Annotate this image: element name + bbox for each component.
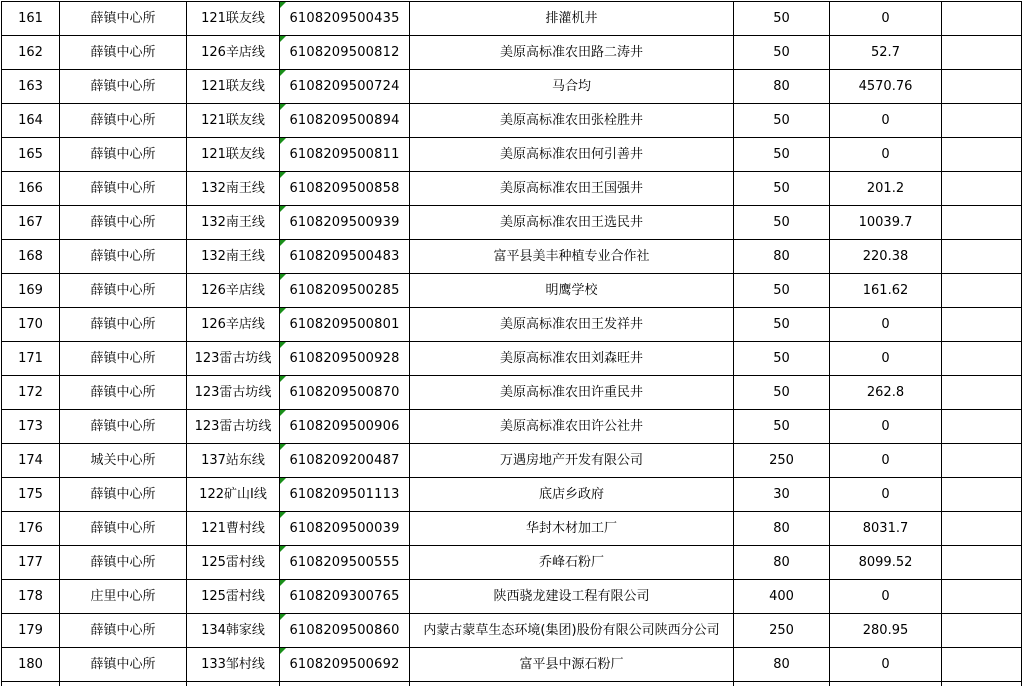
capacity-cell[interactable]: 50 [734,138,830,172]
table-row [2,546,1022,580]
station-cell[interactable]: 薛镇中心所 [60,342,187,376]
account-number-cell[interactable]: 6108209501113 [280,478,410,512]
row-number-cell[interactable]: 169 [2,274,60,308]
value-cell[interactable]: 280.95 [830,614,942,648]
value-cell[interactable]: 262.8 [830,376,942,410]
empty-cell[interactable] [942,274,1022,308]
table-body [2,2,1022,686]
user-name-cell[interactable]: 乔峰石粉厂 [410,546,734,580]
line-cell[interactable]: 121曹村线 [187,512,280,546]
station-cell[interactable]: 薛镇中心所 [60,376,187,410]
empty-cell[interactable] [942,580,1022,614]
table-row [2,410,1022,444]
user-name-cell[interactable]: 底店乡政府 [410,478,734,512]
empty-cell[interactable] [942,410,1022,444]
account-number-cell[interactable]: 6108209500483 [280,240,410,274]
empty-cell[interactable] [942,104,1022,138]
row-number-cell[interactable]: 175 [2,478,60,512]
row-number-cell[interactable]: 165 [2,138,60,172]
line-cell[interactable]: 123雷古坊线 [187,376,280,410]
value-cell[interactable]: 8099.52 [830,546,942,580]
value-cell[interactable]: 0 [830,648,942,682]
row-number-cell[interactable]: 171 [2,342,60,376]
empty-cell[interactable] [942,206,1022,240]
capacity-cell[interactable]: 80 [734,648,830,682]
account-number-cell[interactable]: 6108209500555 [280,546,410,580]
account-number-cell[interactable]: 6108209500858 [280,172,410,206]
table-row [2,240,1022,274]
account-number-cell[interactable]: 6108209500801 [280,308,410,342]
table-row [2,580,1022,614]
capacity-cell[interactable]: 80 [734,546,830,580]
capacity-cell[interactable]: 50 [734,410,830,444]
station-cell[interactable]: 薛镇中心所 [60,138,187,172]
user-name-cell[interactable]: 陕西骁龙建设工程有限公司 [410,580,734,614]
value-cell[interactable]: 0 [830,444,942,478]
station-cell[interactable]: 薛镇中心所 [60,648,187,682]
account-number-cell[interactable]: 6108209500894 [280,104,410,138]
user-name-cell[interactable]: 美原高标准农田许重民井 [410,376,734,410]
table-row [2,36,1022,70]
value-cell[interactable]: 161.62 [830,274,942,308]
account-number-cell[interactable]: 6108209500870 [280,376,410,410]
line-cell[interactable]: 134韩家线 [187,614,280,648]
capacity-cell[interactable]: 250 [734,614,830,648]
capacity-cell[interactable]: 50 [734,342,830,376]
station-cell[interactable]: 薛镇中心所 [60,206,187,240]
station-cell[interactable]: 薛镇中心所 [60,104,187,138]
row-number-cell[interactable]: 172 [2,376,60,410]
table-row [2,308,1022,342]
row-number-cell[interactable]: 174 [2,444,60,478]
row-number-cell[interactable]: 168 [2,240,60,274]
table-row [2,138,1022,172]
line-cell[interactable]: 121联友线 [187,104,280,138]
account-number-cell[interactable]: 6108209500692 [280,648,410,682]
user-name-cell[interactable]: 排灌机井 [410,2,734,36]
station-cell[interactable]: 薛镇中心所 [60,2,187,36]
row-number-cell[interactable]: 178 [2,580,60,614]
capacity-cell[interactable]: 80 [734,512,830,546]
account-number-cell[interactable]: 6108209200487 [280,444,410,478]
capacity-cell[interactable]: 80 [734,70,830,104]
empty-cell[interactable] [942,546,1022,580]
capacity-cell[interactable]: 30 [734,478,830,512]
row-number-cell[interactable]: 173 [2,410,60,444]
user-name-cell[interactable]: 富平县中源石粉厂 [410,648,734,682]
row-number-cell[interactable]: 179 [2,614,60,648]
table-row [2,512,1022,546]
line-cell[interactable]: 125雷村线 [187,580,280,614]
line-cell[interactable]: 132南王线 [187,172,280,206]
empty-cell[interactable] [942,172,1022,206]
station-cell[interactable]: 薛镇中心所 [60,478,187,512]
value-cell[interactable]: 0 [830,342,942,376]
user-name-cell[interactable]: 美原高标准农田刘森旺井 [410,342,734,376]
account-number-cell[interactable]: 6108209500285 [280,274,410,308]
user-name-cell[interactable]: 马合均 [410,70,734,104]
table-row [2,648,1022,682]
line-cell[interactable]: 122矿山Ⅰ线 [187,478,280,512]
station-cell[interactable]: 薛镇中心所 [60,240,187,274]
user-name-cell[interactable]: 美原高标准农田路二涛井 [410,36,734,70]
line-cell[interactable]: 132南王线 [187,206,280,240]
account-number-cell[interactable]: 6108209500860 [280,614,410,648]
capacity-cell[interactable]: 50 [734,376,830,410]
capacity-cell[interactable]: 50 [734,36,830,70]
value-cell[interactable]: 4570.76 [830,70,942,104]
row-number-cell[interactable]: 180 [2,648,60,682]
table-row [2,2,1022,36]
capacity-cell[interactable]: 50 [734,206,830,240]
table-row [2,614,1022,648]
empty-cell[interactable] [942,478,1022,512]
user-name-cell[interactable]: 万遇房地产开发有限公司 [410,444,734,478]
line-cell[interactable]: 121联友线 [187,70,280,104]
capacity-cell[interactable]: 400 [734,580,830,614]
empty-cell[interactable] [942,36,1022,70]
station-cell[interactable]: 薛镇中心所 [60,274,187,308]
user-name-cell[interactable]: 美原高标准农田张栓胜井 [410,104,734,138]
station-cell[interactable]: 薛镇中心所 [60,614,187,648]
value-cell[interactable]: 10039.7 [830,206,942,240]
empty-cell[interactable] [942,308,1022,342]
row-number-cell[interactable]: 163 [2,70,60,104]
line-cell[interactable]: 126辛店线 [187,274,280,308]
empty-cell[interactable] [942,512,1022,546]
empty-cell[interactable] [942,240,1022,274]
station-cell[interactable]: 薛镇中心所 [60,410,187,444]
value-cell[interactable]: 0 [830,580,942,614]
row-number-cell[interactable]: 166 [2,172,60,206]
user-name-cell[interactable]: 美原高标准农田何引善井 [410,138,734,172]
user-name-cell[interactable]: 华封木材加工厂 [410,512,734,546]
user-name-cell[interactable]: 美原高标准农田许公社井 [410,410,734,444]
line-cell[interactable]: 123雷古坊线 [187,342,280,376]
value-cell[interactable]: 0 [830,138,942,172]
account-number-cell[interactable]: 6108209500811 [280,138,410,172]
station-cell[interactable]: 庄里中心所 [60,580,187,614]
station-cell[interactable]: 薛镇中心所 [60,546,187,580]
capacity-cell[interactable]: 50 [734,104,830,138]
line-cell[interactable]: 121联友线 [187,138,280,172]
table-row [2,70,1022,104]
line-cell[interactable]: 132南王线 [187,240,280,274]
account-number-cell[interactable]: 6108209500928 [280,342,410,376]
row-number-cell[interactable]: 167 [2,206,60,240]
row-number-cell[interactable]: 170 [2,308,60,342]
account-number-cell[interactable]: 6108209500906 [280,410,410,444]
user-name-cell[interactable]: 富平县美丰种植专业合作社 [410,240,734,274]
value-cell[interactable]: 201.2 [830,172,942,206]
row-number-cell[interactable]: 162 [2,36,60,70]
station-cell[interactable]: 薛镇中心所 [60,172,187,206]
value-cell[interactable]: 0 [830,410,942,444]
table-row [2,206,1022,240]
table-row [2,478,1022,512]
account-number-cell[interactable]: 6108209500812 [280,36,410,70]
station-cell[interactable]: 薛镇中心所 [60,70,187,104]
user-name-cell[interactable]: 内蒙古蒙草生态环境(集团)股份有限公司陕西分公司 [410,614,734,648]
value-cell[interactable]: 0 [830,104,942,138]
account-number-cell[interactable]: 6108209500039 [280,512,410,546]
user-name-cell[interactable]: 美原高标准农田王国强井 [410,172,734,206]
station-cell[interactable]: 薛镇中心所 [60,36,187,70]
table-row [2,274,1022,308]
user-name-cell[interactable]: 美原高标准农田王发祥井 [410,308,734,342]
line-cell[interactable]: 123雷古坊线 [187,410,280,444]
empty-cell[interactable] [942,70,1022,104]
account-number-cell[interactable]: 6108209500435 [280,2,410,36]
empty-cell[interactable] [942,138,1022,172]
station-cell[interactable]: 薛镇中心所 [60,512,187,546]
table-row [2,376,1022,410]
value-cell[interactable]: 0 [830,308,942,342]
row-number-cell[interactable]: 161 [2,2,60,36]
value-cell[interactable]: 0 [830,2,942,36]
station-cell[interactable]: 薛镇中心所 [60,308,187,342]
line-cell[interactable]: 126辛店线 [187,36,280,70]
line-cell[interactable]: 125雷村线 [187,546,280,580]
capacity-cell[interactable]: 80 [734,240,830,274]
capacity-cell[interactable]: 50 [734,2,830,36]
value-cell[interactable]: 8031.7 [830,512,942,546]
line-cell[interactable]: 133邹村线 [187,648,280,682]
capacity-cell[interactable]: 250 [734,444,830,478]
empty-cell[interactable] [942,342,1022,376]
empty-cell[interactable] [942,376,1022,410]
row-number-cell[interactable]: 176 [2,512,60,546]
account-number-cell[interactable]: 6108209500939 [280,206,410,240]
row-number-cell[interactable]: 164 [2,104,60,138]
account-number-cell[interactable]: 6108209300765 [280,580,410,614]
user-name-cell[interactable]: 明鹰学校 [410,274,734,308]
value-cell[interactable]: 52.7 [830,36,942,70]
empty-cell[interactable] [942,444,1022,478]
spreadsheet-table [1,1,1022,686]
capacity-cell[interactable]: 50 [734,274,830,308]
empty-cell[interactable] [942,2,1022,36]
table-row [2,342,1022,376]
line-cell[interactable]: 126辛店线 [187,308,280,342]
value-cell[interactable]: 0 [830,478,942,512]
line-cell[interactable]: 121联友线 [187,2,280,36]
user-name-cell[interactable]: 美原高标准农田王选民井 [410,206,734,240]
capacity-cell[interactable]: 50 [734,172,830,206]
table-row [2,172,1022,206]
station-cell[interactable]: 城关中心所 [60,444,187,478]
account-number-cell[interactable]: 6108209500724 [280,70,410,104]
table-row [2,104,1022,138]
value-cell[interactable]: 220.38 [830,240,942,274]
table-row [2,444,1022,478]
empty-cell[interactable] [942,614,1022,648]
row-number-cell[interactable]: 177 [2,546,60,580]
line-cell[interactable]: 137站东线 [187,444,280,478]
capacity-cell[interactable]: 50 [734,308,830,342]
empty-cell[interactable] [942,648,1022,682]
